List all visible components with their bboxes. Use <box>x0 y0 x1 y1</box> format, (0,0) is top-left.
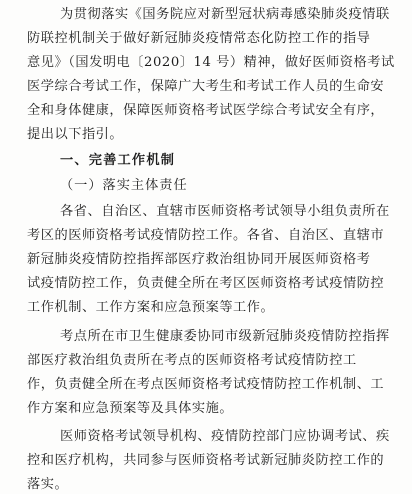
subsection-heading: （一）落实主体责任 <box>60 178 188 193</box>
intro-line-2: 防联控机制关于做好新冠肺炎疫情常态化防控工作的指导 <box>27 31 371 46</box>
body-line: 各省、自治区、直辖市医师资格考试领导小组负责所在 <box>60 204 390 219</box>
body-line: 工作机制、工作方案和应急预案等工作。 <box>27 300 275 315</box>
intro-line-1: 为贯彻落实《国务院应对新型冠状病毒感染肺炎疫情联 <box>60 7 390 22</box>
body-line: 作，负责健全所在考点医师资格考试疫情防控工作机制、工 <box>27 377 385 392</box>
body-line: 控和医疗机构，共同参与医师资格考试新冠肺炎防控工作的 <box>27 453 385 468</box>
intro-line-3: 意见》（国发明电〔2020〕14 号）精神，做好医师资格考试 <box>27 55 395 70</box>
body-line: 试疫情防控工作，负责健全所在考区医师资格考试疫情防控 <box>27 276 385 291</box>
body-line: 新冠肺炎疫情防控指挥部医疗救治组协同开展医师资格考 <box>27 252 371 267</box>
intro-line-4: 医学综合考试工作，保障广大考生和考试工作人员的生命安 <box>27 79 385 94</box>
body-line: 作方案和应急预案等及具体实施。 <box>27 401 234 416</box>
body-line: 落实。 <box>27 477 69 492</box>
body-line: 考区的医师资格考试疫情防控工作。各省、自治区、直辖市 <box>27 228 385 243</box>
intro-line-5: 全和身体健康，保障医师资格考试医学综合考试安全有序， <box>27 103 385 118</box>
section-heading: 一、完善工作机制 <box>60 153 176 168</box>
body-line: 部医疗救治组负责所在考点的医师资格考试疫情防控工 <box>27 353 357 368</box>
body-line: 考点所在市卫生健康委协同市级新冠肺炎疫情防控指挥 <box>60 329 390 344</box>
body-line: 医师资格考试领导机构、疫情防控部门应协调考试、疾 <box>60 429 390 444</box>
intro-line-6: 提出以下指引。 <box>27 127 124 142</box>
